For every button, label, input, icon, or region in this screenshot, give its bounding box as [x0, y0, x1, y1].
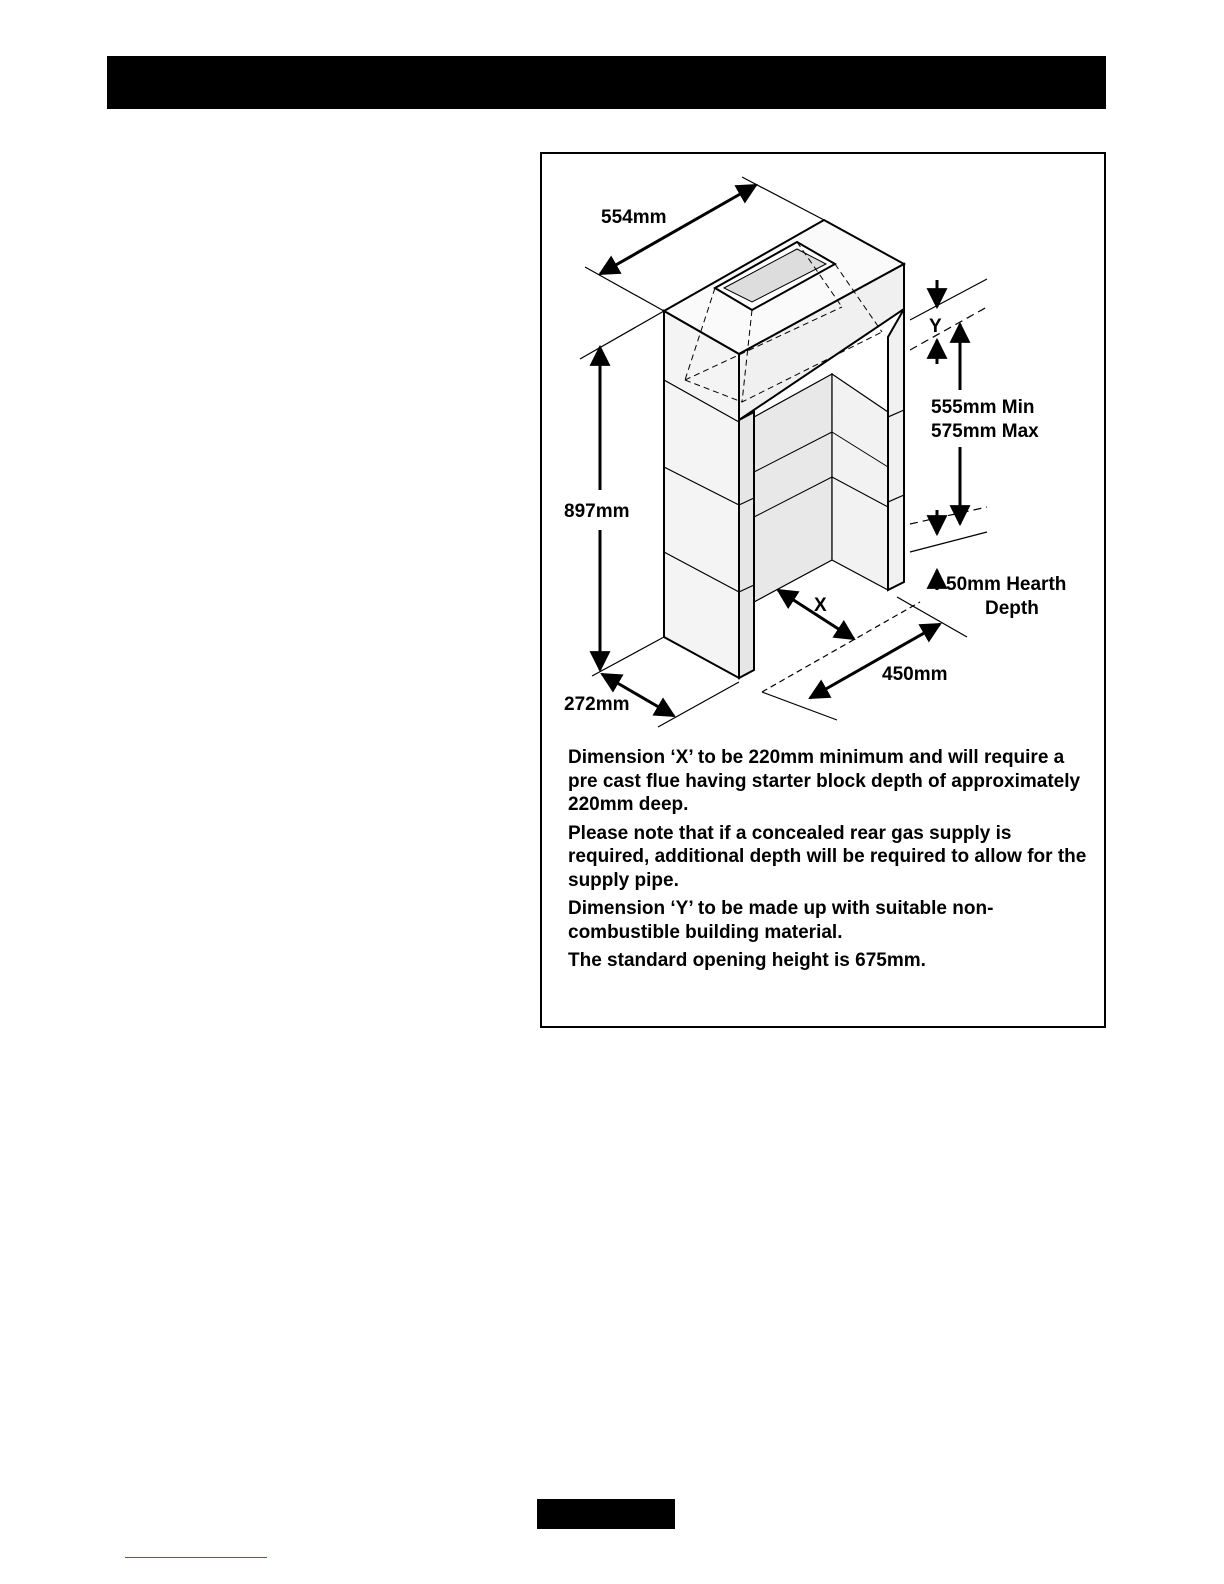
fire-chamber	[754, 374, 888, 602]
hearth-depth-label-line1: 50mm Hearth	[946, 574, 1067, 595]
figure-notes	[568, 746, 1098, 978]
note-dimension-x: Dimension ‘X’ to be 220mm minimum and will require a pre cast flue having starter block depth of approximately 220mm deep.	[568, 747, 1081, 815]
fireplace-dimensions-figure	[540, 152, 1106, 1028]
width-label: 554mm	[601, 207, 667, 228]
note-opening-height: The standard opening height is 675mm.	[568, 950, 926, 971]
hearth-width-label: 450mm	[882, 664, 948, 685]
page-number-tab	[537, 1499, 675, 1529]
dimension-x-label: X	[814, 595, 827, 616]
dimension-y-label: Y	[929, 316, 942, 337]
header-bar	[107, 56, 1106, 109]
footer-rule	[125, 1557, 267, 1558]
note-dimension-y: Dimension ‘Y’ to be made up with suitable non-combustible building material.	[568, 898, 994, 943]
opening-max-label: 575mm Max	[931, 421, 1039, 442]
height-label: 897mm	[564, 501, 630, 522]
hearth-depth-label-line2: Depth	[985, 598, 1039, 619]
depth-label: 272mm	[564, 694, 630, 715]
opening-min-label: 555mm Min	[931, 397, 1035, 418]
note-gas-supply: Please note that if a concealed rear gas supply is required, additional depth will be required to allow for the supply pipe.	[568, 822, 1087, 891]
